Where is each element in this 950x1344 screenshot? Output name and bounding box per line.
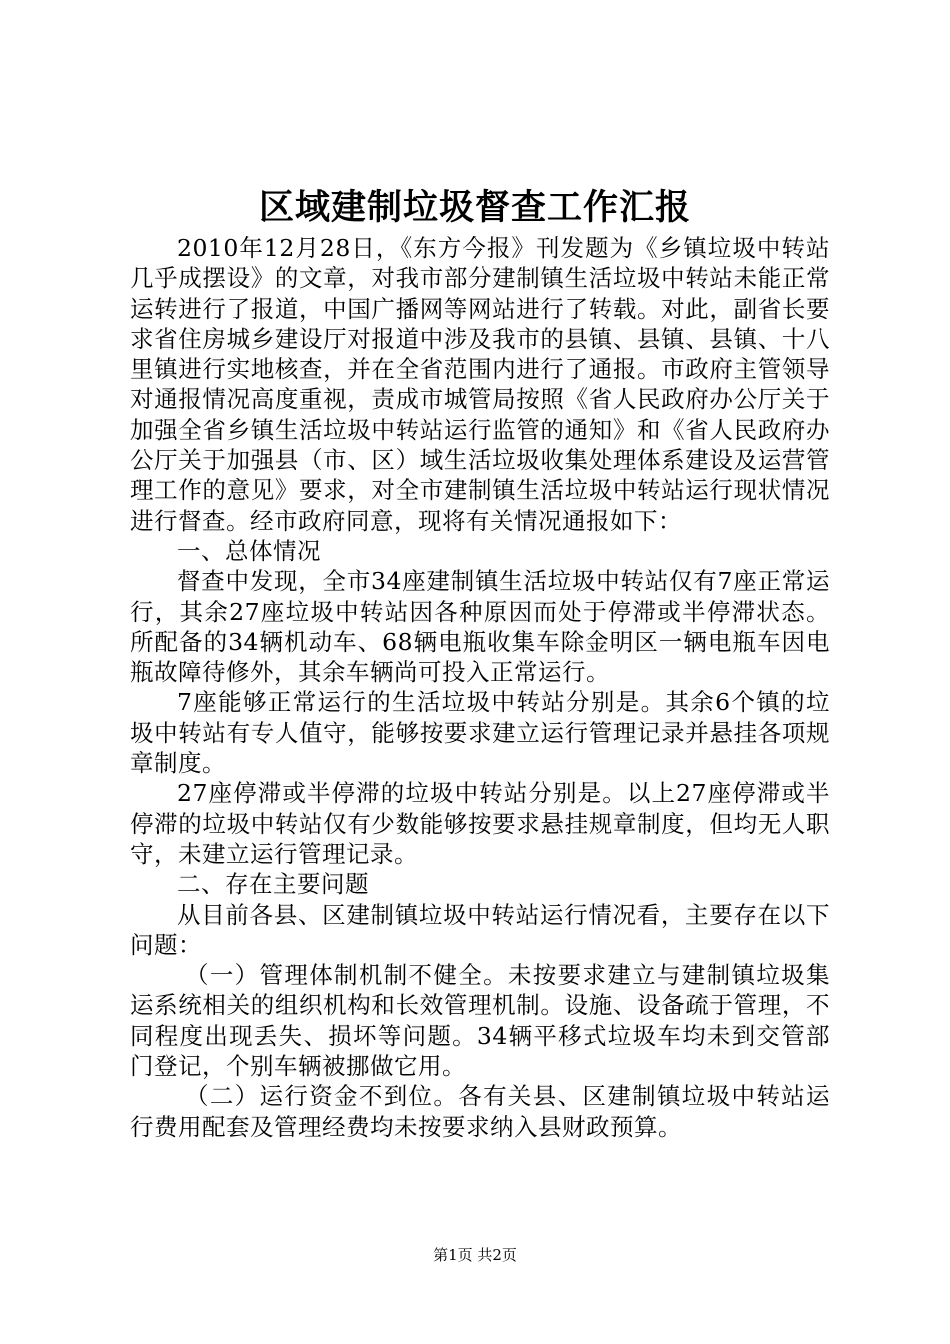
problems-intro-paragraph: 从目前各县、区建制镇垃圾中转站运行情况看，主要存在以下问题： [130, 900, 830, 959]
page-footer: 第1页 共2页 [433, 1246, 517, 1264]
section-heading-overview: 一、总体情况 [177, 536, 321, 565]
normal-stations-paragraph: 7座能够正常运行的生活垃圾中转站分别是。其余6个镇的垃圾中转站有专人值守，能够按要求建立运行管理记录并悬挂各项规章制度。 [130, 688, 830, 778]
problem-item-2: （二）运行资金不到位。各有关县、区建制镇垃圾中转站运行费用配套及管理经费均未按要求纳入县财政预算。 [130, 1082, 830, 1141]
section-heading-problems: 二、存在主要问题 [177, 870, 369, 899]
stalled-stations-paragraph: 27座停滞或半停滞的垃圾中转站分别是。以上27座停滞或半停滞的垃圾中转站仅有少数能够按要求悬挂规章制度，但均无人职守，未建立运行管理记录。 [130, 779, 830, 868]
document-body [130, 233, 830, 1142]
problem-item-1: （一）管理体制机制不健全。未按要求建立与建制镇垃圾集运系统相关的组织机构和长效管理机制。设施、设备疏于管理，不同程度出现丢失、损坏等问题。34辆平移式垃圾车均未到交管部门登记，个别车辆被挪做它用。 [130, 961, 830, 1081]
document-title: 区域建制垃圾督查工作汇报 [258, 187, 691, 228]
intro-paragraph: 2010年12月28日，《东方今报》刊发题为《乡镇垃圾中转站几乎成摆设》的文章，对我市部分建制镇生活垃圾中转站未能正常运转进行了报道，中国广播网等网站进行了转载。对此，副省长要求省住房城乡建设厅对报道中涉及我市的县镇、县镇、县镇、十八里镇进行实地核查，并在全省范围内进行了通报。市政府主管领导对通报情况高度重视，责成市城管局按照《省人民政府办公厅关于加强全省乡镇生活垃圾中转站运行监管的通知》和《省人民政府办公厅关于加强县（市、区）域生活垃圾收集处理体系建设及运营管理工作的意见》要求，对全市建制镇生活垃圾中转站运行现状情况进行督查。经市政府同意，现将有关情况通报如下： [130, 234, 830, 535]
overview-paragraph: 督查中发现，全市34座建制镇生活垃圾中转站仅有7座正常运行，其余27座垃圾中转站因各种原因而处于停滞或半停滞状态。所配备的34辆机动车、68辆电瓶收集车除金明区一辆电瓶车因电瓶故障待修外，其余车辆尚可投入正常运行。 [130, 567, 830, 687]
